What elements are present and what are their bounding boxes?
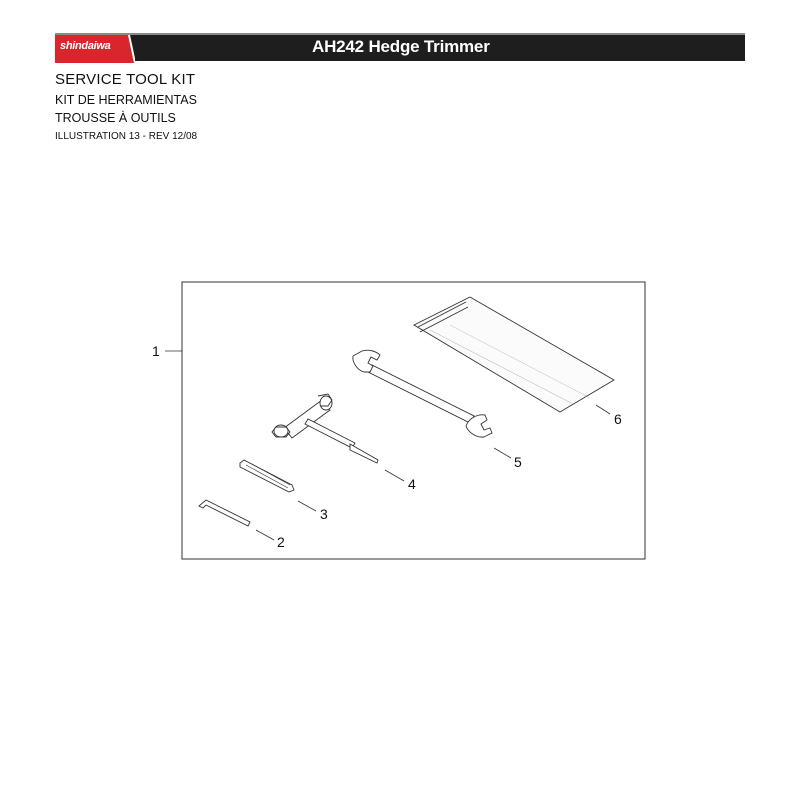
kit-frame [182, 282, 645, 559]
tool-bag-drawing [414, 297, 614, 412]
section-title-french: TROUSSE À OUTILS [55, 111, 176, 125]
section-title-english: SERVICE TOOL KIT [55, 71, 196, 88]
section-title-spanish: KIT DE HERRAMIENTAS [55, 93, 197, 107]
spark-plug-wrench-drawing [272, 394, 378, 463]
callout-1: 1 [152, 343, 160, 359]
callout-2: 2 [277, 534, 285, 550]
hex-key-drawing [199, 500, 250, 526]
open-end-wrench-drawing [353, 350, 492, 437]
screwdriver-drawing [240, 460, 294, 492]
illustration-label: ILLUSTRATION 13 - REV 12/08 [55, 131, 198, 142]
callout-6: 6 [614, 411, 622, 427]
leader-line-6 [596, 405, 610, 414]
leader-line-2 [256, 530, 274, 540]
callout-5: 5 [514, 454, 522, 470]
leader-line-5 [494, 448, 511, 458]
callout-4: 4 [408, 476, 416, 492]
page-title: AH242 Hedge Trimmer [312, 37, 490, 56]
callout-3: 3 [320, 506, 328, 522]
leader-line-3 [298, 501, 316, 511]
leader-line-4 [385, 470, 404, 481]
brand-logo-text: shindaiwa [60, 40, 111, 52]
